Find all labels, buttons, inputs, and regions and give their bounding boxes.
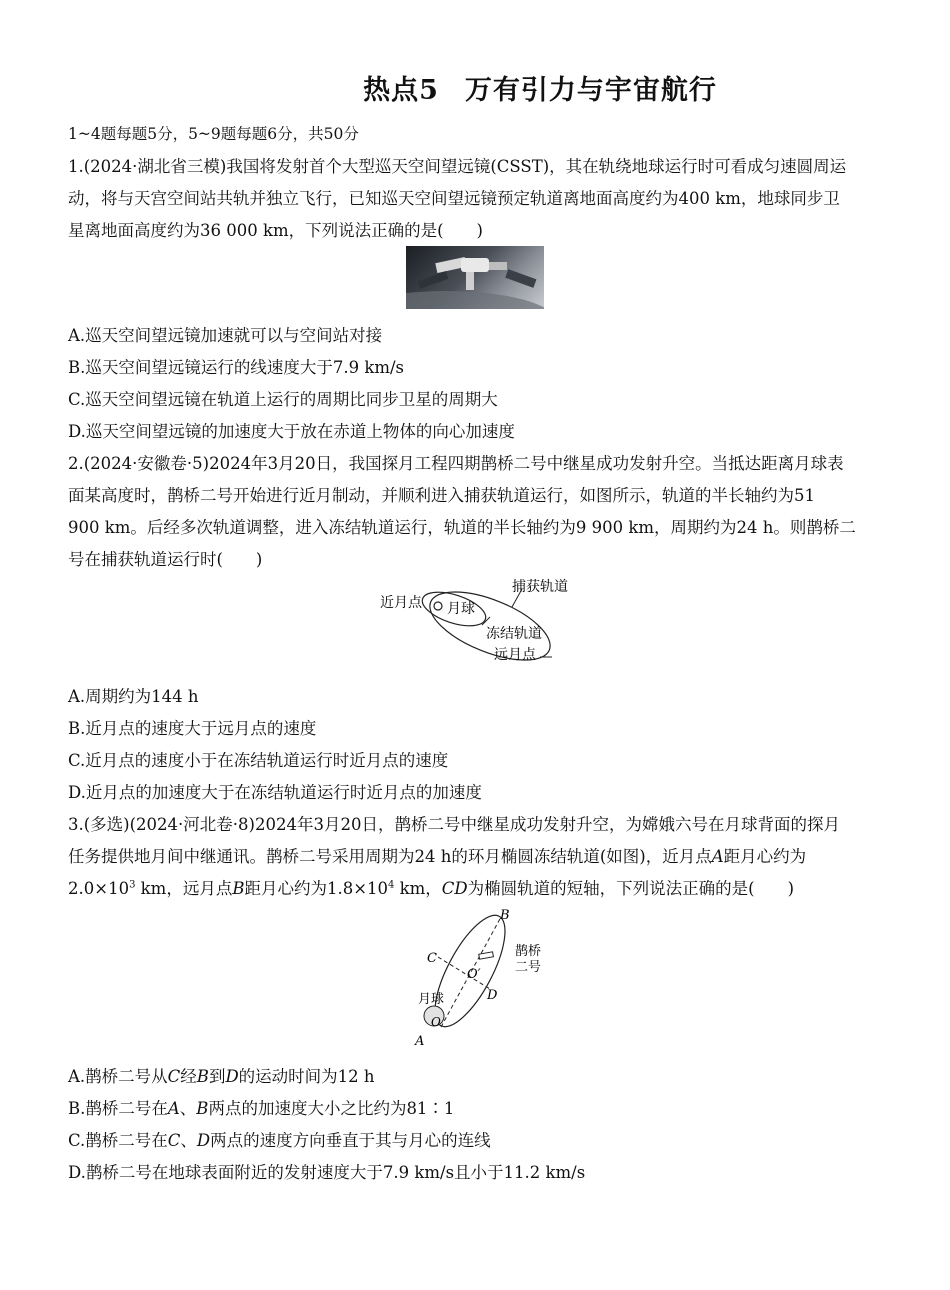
q3-line-2: 任务提供地月间中继通讯。鹊桥二号采用周期为24 h的环月椭圆冻结轨道(如图)，近月点A距月心约为 [68, 847, 807, 866]
label-frozen-orbit: 冻结轨道 [486, 626, 542, 642]
q3-line-1: 3.(多选)(2024·河北卷·8)2024年3月20日，鹊桥二号中继星成功发射升空，为嫦娥六号在月球背面的探月 [68, 815, 840, 834]
q1-line-2: 动，将与天宫空间站共轨并独立飞行，已知巡天空间望远镜预定轨道离地面高度约为400 km，地球同步卫 [68, 189, 840, 208]
label-moon: 月球 [418, 992, 445, 1007]
page-title [0, 68, 950, 107]
q2-option-a: A.周期约为144 h [68, 687, 199, 706]
q2-line-1: 2.(2024·安徽卷·5)2024年3月20日，我国探月工程四期鹊桥二号中继星成功发射升空。当抵达距离月球表 [68, 454, 844, 473]
space-station-photo [406, 246, 544, 309]
q1-option-b: B.巡天空间望远镜运行的线速度大于7.9 km/s [68, 358, 405, 377]
title-text: 万有引力与宇宙航行 [464, 75, 717, 106]
label-b: B [500, 908, 510, 923]
label-far-point: 远月点 [494, 647, 536, 663]
q1-line-3: 星离地面高度约为36 000 km，下列说法正确的是( ) [68, 221, 483, 240]
q2-line-3: 900 km。后经多次轨道调整，进入冻结轨道运行，轨道的半长轴约为9 900 km，周期约为24 h。则鹊桥二 [68, 518, 856, 537]
q3-option-d: D.鹊桥二号在地球表面附近的发射速度大于7.9 km/s且小于11.2 km/s [68, 1163, 586, 1182]
q2-option-b: B.近月点的速度大于远月点的速度 [68, 719, 317, 738]
label-moon: 月球 [447, 601, 475, 617]
q2-line-2: 面某高度时，鹊桥二号开始进行近月制动，并顺利进入捕获轨道运行，如图所示，轨道的半长轴约为51 [68, 486, 815, 505]
label-c: C [427, 951, 437, 966]
label-o: O [431, 1015, 441, 1029]
q3-option-b: B.鹊桥二号在A、B两点的加速度大小之比约为81∶1 [68, 1099, 455, 1118]
q3-option-c: C.鹊桥二号在C、D两点的速度方向垂直于其与月心的连线 [68, 1131, 491, 1150]
moon-circle [434, 602, 442, 610]
q3-option-a: A.鹊桥二号从C经B到D的运动时间为12 h [68, 1067, 375, 1086]
label-o-prime: O′ [467, 967, 481, 982]
q1-option-c: C.巡天空间望远镜在轨道上运行的周期比同步卫星的周期大 [68, 390, 498, 409]
orbit-figure-q3 [405, 905, 555, 1050]
label-a: A [415, 1034, 425, 1049]
orbit-figure-q2 [370, 575, 590, 670]
q1-option-a: A.巡天空间望远镜加速就可以与空间站对接 [68, 326, 383, 345]
q2-option-d: D.近月点的加速度大于在冻结轨道运行时近月点的加速度 [68, 783, 482, 802]
title-number: 热点5 [363, 75, 439, 106]
q2-option-c: C.近月点的速度小于在冻结轨道运行时近月点的速度 [68, 751, 449, 770]
q2-line-4: 号在捕获轨道运行时( ) [68, 550, 263, 569]
label-near-point: 近月点 [380, 595, 422, 611]
q1-line-1: 1.(2024·湖北省三模)我国将发射首个大型巡天空间望远镜(CSST)，其在轨绕地球运行时可看成匀速圆周运 [68, 157, 847, 176]
label-d: D [487, 988, 498, 1003]
q1-option-d: D.巡天空间望远镜的加速度大于放在赤道上物体的向心加速度 [68, 422, 515, 441]
q3-line-3: $2.0\times 10^3$ km，远月点B距月心约为$1.8\times 10^4$ km，CD为椭圆轨道的短轴，下列说法正确的是( ) [68, 879, 795, 898]
score-line: 1~4题每题5分，5~9题每题6分，共50分 [68, 125, 359, 143]
label-capture-orbit: 捕获轨道 [512, 579, 568, 595]
label-satellite-2: 二号 [515, 960, 542, 975]
label-satellite-1: 鹊桥 [515, 944, 542, 959]
minor-axis [438, 957, 490, 989]
